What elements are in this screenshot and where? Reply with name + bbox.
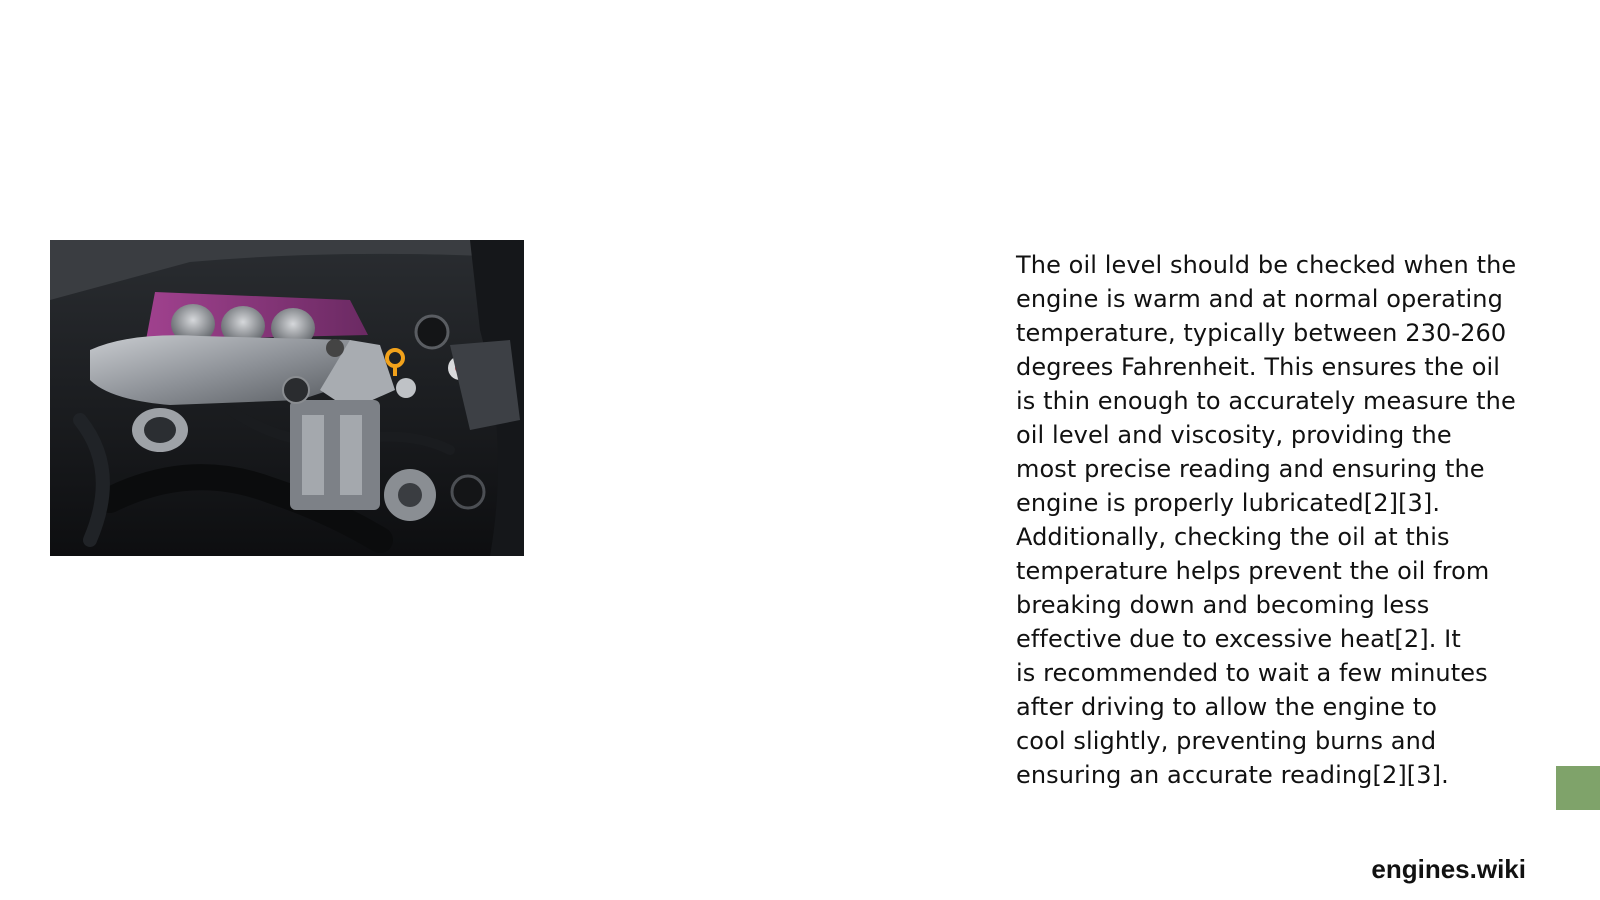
paragraph-line: most precise reading and ensuring the: [1016, 455, 1485, 483]
paragraph-line: after driving to allow the engine to: [1016, 693, 1438, 721]
paragraph-line: effective due to excessive heat[2]. It: [1016, 625, 1461, 653]
paragraph-line: is thin enough to accurately measure the: [1016, 387, 1516, 415]
engine-bay-photo: [50, 240, 524, 556]
paragraph-line: breaking down and becoming less: [1016, 591, 1430, 619]
paragraph-line: cool slightly, preventing burns and: [1016, 727, 1437, 755]
engine-image-illustration: [50, 240, 524, 556]
paragraph-line: ensuring an accurate reading[2][3].: [1016, 761, 1449, 789]
paragraph-line: is recommended to wait a few minutes: [1016, 659, 1488, 687]
site-name: engines.wiki: [1371, 854, 1526, 884]
oil-check-paragraph: [1016, 248, 1536, 792]
paragraph-line: oil level and viscosity, providing the: [1016, 421, 1452, 449]
paragraph-line: temperature helps prevent the oil from: [1016, 557, 1490, 585]
paragraph-line: temperature, typically between 230-260: [1016, 319, 1507, 347]
paragraph-line: degrees Fahrenheit. This ensures the oil: [1016, 353, 1501, 381]
paragraph-line: The oil level should be checked when the: [1016, 251, 1517, 279]
paragraph-line: engine is properly lubricated[2][3].: [1016, 489, 1441, 517]
paragraph-line: Additionally, checking the oil at this: [1016, 523, 1450, 551]
paragraph-line: engine is warm and at normal operating: [1016, 285, 1503, 313]
accent-square: [1556, 766, 1600, 810]
